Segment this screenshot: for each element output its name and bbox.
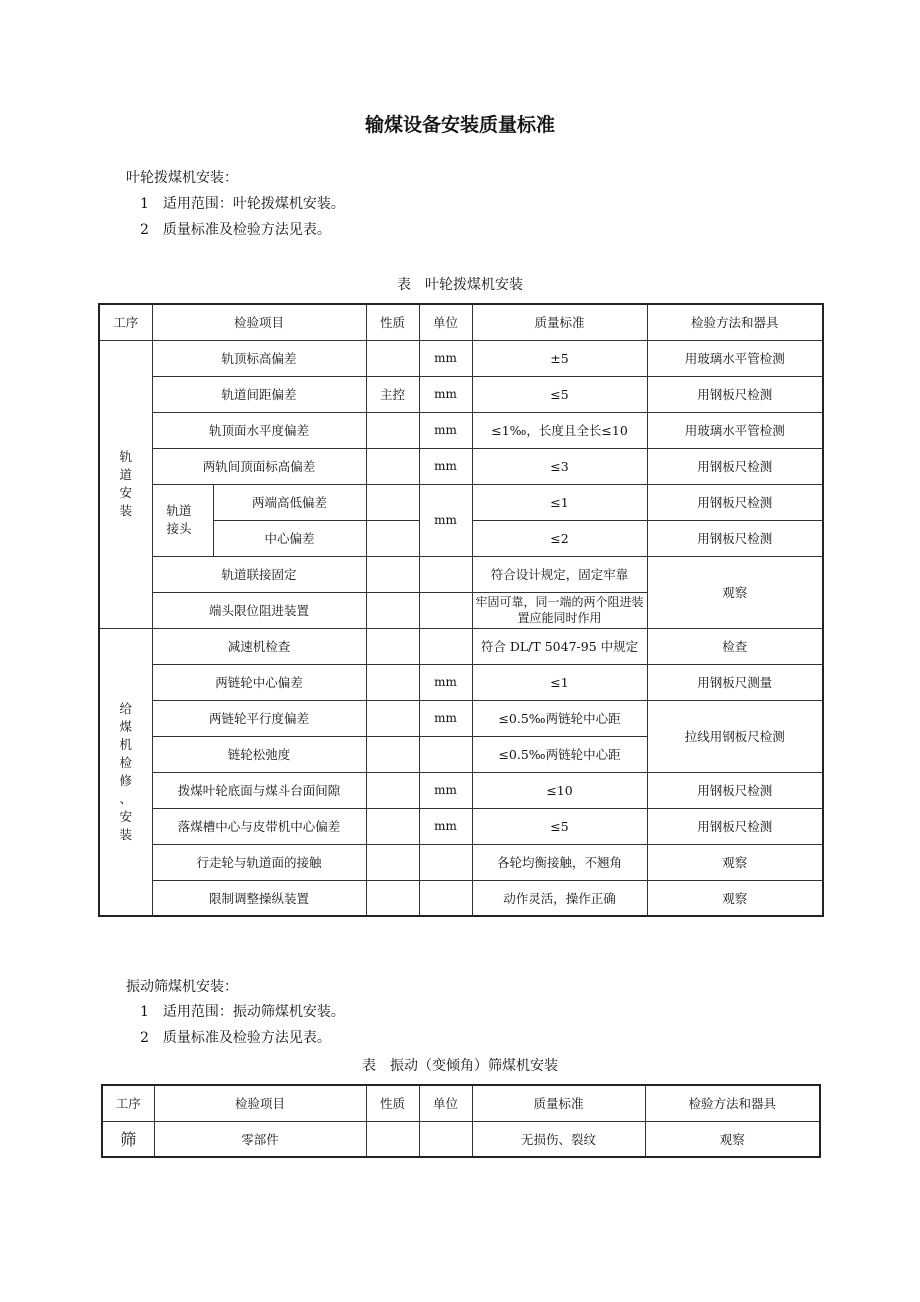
table-row: [99, 412, 823, 448]
cell-nature: [366, 556, 419, 592]
table-row: [99, 628, 823, 664]
section2-heading: 振动筛煤机安装：: [126, 979, 238, 995]
cell-unit: mm: [419, 340, 472, 376]
table-row: [99, 880, 823, 916]
table-row: [99, 844, 823, 880]
cell-method: 观察: [647, 880, 823, 916]
cell-method: 用钢板尺检测: [647, 484, 823, 520]
cell-standard: 符合设计规定，固定牢靠: [472, 556, 647, 592]
joint-label-line: 接头: [166, 521, 192, 536]
header-nature: 性质: [366, 304, 419, 340]
cell-item: 两链轮中心偏差: [152, 664, 366, 700]
cell-method: 用钢板尺检测: [647, 520, 823, 556]
cell-nature: [366, 628, 419, 664]
table-header: [102, 1085, 820, 1121]
header-item: 检验项目: [154, 1085, 366, 1121]
cell-item: 两轨间顶面标高偏差: [152, 448, 366, 484]
cell-standard: 牢固可靠，同一端的两个阻进装置应能同时作用: [472, 592, 647, 628]
cell-item: 轨顶面水平度偏差: [152, 412, 366, 448]
cell-unit: mm: [419, 412, 472, 448]
cell-nature: [366, 592, 419, 628]
header-method: 检验方法和器具: [645, 1085, 820, 1121]
header-process: 工序: [102, 1085, 154, 1121]
cell-item: 端头限位阻进装置: [152, 592, 366, 628]
cell-nature: [366, 664, 419, 700]
cell-nature: [366, 484, 419, 520]
cell-unit: [419, 1121, 472, 1157]
table-row: [99, 664, 823, 700]
cell-nature: [366, 736, 419, 772]
cell-unit: mm: [419, 772, 472, 808]
cell-standard: 各轮均衡接触，不翘角: [472, 844, 647, 880]
cell-method: 观察: [645, 1121, 820, 1157]
cell-standard: ≤10: [472, 772, 647, 808]
vertical-label: 给 煤 机 检 修 、 安 装: [119, 700, 132, 842]
cell-standard: ≤0.5‰两链轮中心距: [472, 700, 647, 736]
table-1: [98, 303, 824, 917]
cell-item: 轨道联接固定: [152, 556, 366, 592]
cell-standard: 动作灵活，操作正确: [472, 880, 647, 916]
cell-standard: ≤5: [472, 808, 647, 844]
table-row: [99, 700, 823, 736]
cell-nature: [366, 844, 419, 880]
section2-item1: 1 适用范围：振动筛煤机安装。: [140, 1004, 345, 1020]
page-title: 输煤设备安装质量标准: [364, 114, 555, 136]
cell-item: 零部件: [154, 1121, 366, 1157]
cell-item: 链轮松弛度: [152, 736, 366, 772]
cell-item: 两链轮平行度偏差: [152, 700, 366, 736]
cell-nature: [366, 448, 419, 484]
cell-item: 行走轮与轨道面的接触: [152, 844, 366, 880]
section1-item1: 1 适用范围：叶轮拨煤机安装。: [140, 196, 345, 212]
cell-nature: [366, 340, 419, 376]
cell-method: 拉线用钢板尺检测: [647, 700, 823, 772]
cell-nature: 主控: [366, 376, 419, 412]
table-2: [101, 1084, 821, 1158]
vertical-label: 轨 道 安 装: [119, 449, 132, 518]
cell-nature: [366, 412, 419, 448]
joint-label-line: 轨道: [166, 503, 192, 518]
cell-method: 用玻璃水平管检测: [647, 412, 823, 448]
table-row: [102, 1121, 820, 1157]
cell-unit: [419, 628, 472, 664]
section1-heading: 叶轮拨煤机安装：: [126, 170, 238, 186]
cell-unit: mm: [419, 448, 472, 484]
cell-standard: ≤2: [472, 520, 647, 556]
header-process: 工序: [99, 304, 152, 340]
group-feeder-install: [99, 628, 152, 916]
cell-method: 用钢板尺检测: [647, 772, 823, 808]
header-method: 检验方法和器具: [647, 304, 823, 340]
section2-item2: 2 质量标准及检验方法见表。: [140, 1030, 331, 1046]
cell-unit: mm: [419, 664, 472, 700]
cell-nature: [366, 808, 419, 844]
cell-standard: ≤1‰，长度且全长≤10: [472, 412, 647, 448]
cell-method: 用钢板尺检测: [647, 376, 823, 412]
cell-nature: [366, 520, 419, 556]
cell-item: 中心偏差: [213, 520, 366, 556]
cell-standard: ±5: [472, 340, 647, 376]
cell-unit: [419, 556, 472, 592]
cell-process: 筛: [102, 1121, 154, 1157]
cell-item: 两端高低偏差: [213, 484, 366, 520]
cell-item: 减速机检查: [152, 628, 366, 664]
cell-unit: [419, 880, 472, 916]
cell-nature: [366, 880, 419, 916]
cell-nature: [366, 700, 419, 736]
cell-item: 拨煤叶轮底面与煤斗台面间隙: [152, 772, 366, 808]
table-row: [99, 448, 823, 484]
cell-item: 限制调整操纵装置: [152, 880, 366, 916]
section1-item2: 2 质量标准及检验方法见表。: [140, 222, 331, 238]
cell-nature: [366, 772, 419, 808]
cell-standard: ≤3: [472, 448, 647, 484]
cell-unit: [419, 844, 472, 880]
group-track-install: [99, 340, 152, 628]
table-row: [99, 484, 823, 520]
cell-unit: mm: [419, 808, 472, 844]
table-row: [99, 772, 823, 808]
table-row: [99, 556, 823, 592]
cell-standard: ≤1: [472, 664, 647, 700]
header-nature: 性质: [366, 1085, 419, 1121]
header-unit: 单位: [419, 1085, 472, 1121]
header-standard: 质量标准: [472, 304, 647, 340]
cell-standard: 无损伤、裂纹: [472, 1121, 645, 1157]
cell-method: 用玻璃水平管检测: [647, 340, 823, 376]
cell-standard: ≤1: [472, 484, 647, 520]
cell-item: 落煤槽中心与皮带机中心偏差: [152, 808, 366, 844]
cell-method: 检查: [647, 628, 823, 664]
cell-unit: [419, 736, 472, 772]
cell-unit: mm: [419, 484, 472, 556]
cell-item: 轨道间距偏差: [152, 376, 366, 412]
table-row: [99, 340, 823, 376]
cell-method: 用钢板尺检测: [647, 808, 823, 844]
table2-caption: 表 振动（变倾角）筛煤机安装: [362, 1058, 558, 1074]
cell-nature: [366, 1121, 419, 1157]
cell-unit: mm: [419, 376, 472, 412]
header-standard: 质量标准: [472, 1085, 645, 1121]
cell-standard: ≤5: [472, 376, 647, 412]
cell-method: 用钢板尺检测: [647, 448, 823, 484]
cell-item: 轨顶标高偏差: [152, 340, 366, 376]
cell-method: 观察: [647, 844, 823, 880]
header-item: 检验项目: [152, 304, 366, 340]
cell-unit: mm: [419, 700, 472, 736]
table1-caption: 表 叶轮拨煤机安装: [397, 277, 523, 293]
joint-label: [152, 484, 213, 556]
cell-standard: ≤0.5‰两链轮中心距: [472, 736, 647, 772]
table-row: [99, 808, 823, 844]
table-row: [99, 376, 823, 412]
table-header: [99, 304, 823, 340]
cell-unit: [419, 592, 472, 628]
header-unit: 单位: [419, 304, 472, 340]
cell-method: 观察: [647, 556, 823, 628]
cell-standard: 符合 DL/T 5047-95 中规定: [472, 628, 647, 664]
cell-method: 用钢板尺测量: [647, 664, 823, 700]
